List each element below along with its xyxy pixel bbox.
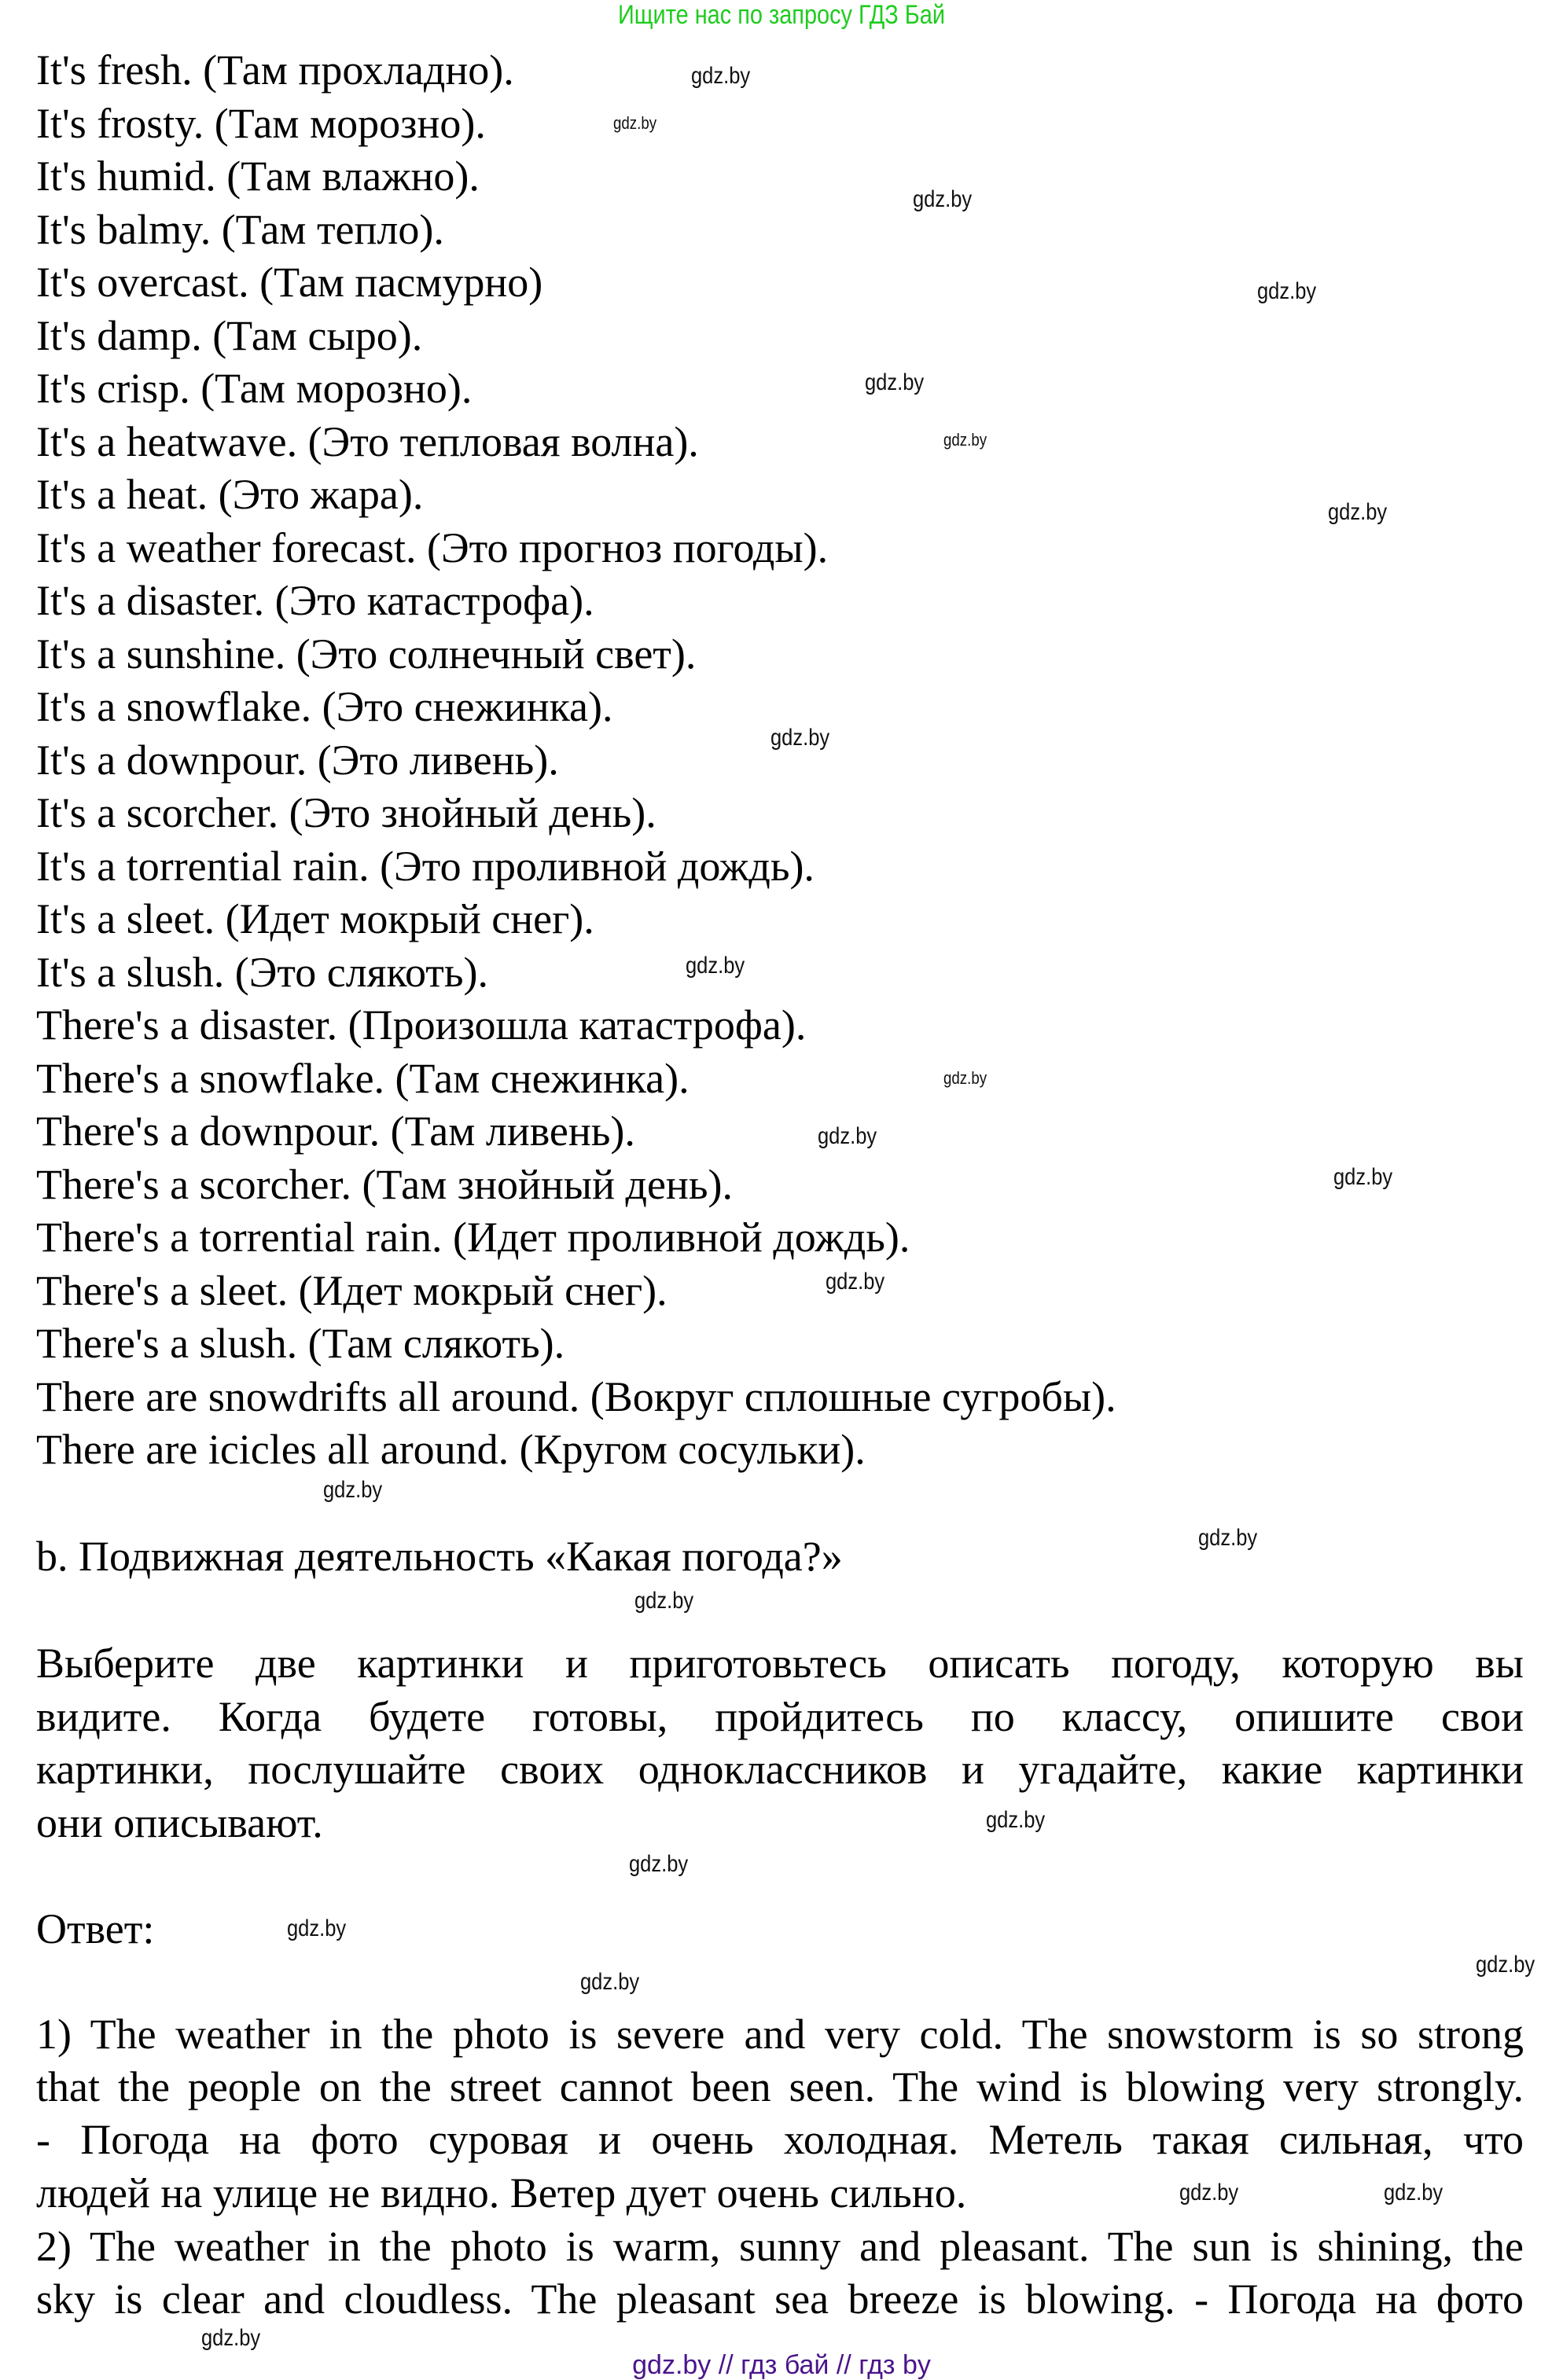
phrase-line: There's a scorcher. (Там знойный день). bbox=[36, 1160, 733, 1208]
watermark-text: gdz.by bbox=[1476, 1952, 1535, 1978]
answer-line: sky is clear and cloudless. The pleasant sea breeze is blowing. - Погода на фото bbox=[36, 2275, 1524, 2323]
watermark-text: gdz.by bbox=[913, 186, 973, 212]
phrase-line: There's a disaster. (Произошла катастрофа). bbox=[36, 1001, 807, 1049]
site-banner: Ищите нас по запросу ГДЗ Бай bbox=[618, 0, 945, 30]
phrase-line: There's a downpour. (Там ливень). bbox=[36, 1107, 635, 1155]
watermark-text: gdz.by bbox=[943, 1068, 987, 1088]
watermark-text: gdz.by bbox=[1179, 2180, 1239, 2206]
answer-line: 1) The weather in the photo is severe and very cold. The snowstorm is so strong bbox=[36, 2011, 1524, 2058]
phrase-line: It's a disaster. (Это катастрофа). bbox=[36, 577, 594, 624]
phrase-line: It's a weather forecast. (Это прогноз погоды). bbox=[36, 523, 829, 571]
task-line: они описывают. bbox=[36, 1798, 323, 1846]
phrase-line: It's a heatwave. (Это тепловая волна). bbox=[36, 417, 699, 465]
task-line: картинки, послушайте своих одноклассников и угадайте, какие картинки bbox=[36, 1746, 1524, 1793]
watermark-text: gdz.by bbox=[691, 63, 751, 89]
answer-label: Ответ: bbox=[36, 1905, 155, 1952]
answer-line: that the people on the street cannot been seen. The wind is blowing very strongly. bbox=[36, 2063, 1524, 2110]
watermark-text: gdz.by bbox=[323, 1477, 383, 1503]
watermark-text: gdz.by bbox=[613, 113, 657, 133]
watermark-text: gdz.by bbox=[634, 1588, 694, 1614]
watermark-text: gdz.by bbox=[629, 1851, 689, 1877]
task-line: Выберите две картинки и приготовьтесь описать погоду, которую вы bbox=[36, 1640, 1524, 1687]
phrase-line: It's humid. (Там влажно). bbox=[36, 152, 480, 200]
phrase-line: It's a scorcher. (Это знойный день). bbox=[36, 789, 656, 836]
watermark-text: gdz.by bbox=[770, 725, 830, 751]
footer-links[interactable]: gdz.by // гдз бай // гдз by bbox=[632, 2350, 931, 2380]
phrase-line: It's damp. (Там сыро). bbox=[36, 311, 423, 359]
watermark-text: gdz.by bbox=[818, 1123, 877, 1149]
phrase-line: There's a slush. (Там слякоть). bbox=[36, 1320, 565, 1367]
phrase-line: There's a torrential rain. (Идет проливной дождь). bbox=[36, 1214, 910, 1261]
phrase-line: There are snowdrifts all around. (Вокруг сплошные сугробы). bbox=[36, 1372, 1116, 1420]
answer-line: - Погода на фото суровая и очень холодная. Метель такая сильная, что bbox=[36, 2116, 1524, 2163]
watermark-text: gdz.by bbox=[1384, 2180, 1443, 2206]
phrase-line: There's a snowflake. (Там снежинка). bbox=[36, 1054, 690, 1102]
phrase-line: It's a downpour. (Это ливень). bbox=[36, 736, 559, 784]
watermark-text: gdz.by bbox=[826, 1269, 885, 1295]
phrase-line: There's a sleet. (Идет мокрый снег). bbox=[36, 1266, 667, 1314]
watermark-text: gdz.by bbox=[865, 369, 925, 395]
watermark-text: gdz.by bbox=[201, 2325, 261, 2351]
watermark-text: gdz.by bbox=[1328, 499, 1388, 525]
watermark-text: gdz.by bbox=[943, 430, 987, 450]
phrase-line: It's a sleet. (Идет мокрый снег). bbox=[36, 895, 594, 942]
answer-line: людей на улице не видно. Ветер дует очень сильно. bbox=[36, 2169, 967, 2217]
watermark-text: gdz.by bbox=[580, 1969, 640, 1995]
phrase-line: It's fresh. (Там прохладно). bbox=[36, 46, 514, 94]
phrase-line: It's balmy. (Там тепло). bbox=[36, 205, 444, 253]
phrase-line: It's a snowflake. (Это снежинка). bbox=[36, 683, 613, 730]
watermark-text: gdz.by bbox=[686, 953, 745, 979]
phrase-line: It's crisp. (Там морозно). bbox=[36, 365, 473, 412]
task-line: видите. Когда будете готовы, пройдитесь по классу, опишите свои bbox=[36, 1692, 1524, 1740]
phrase-line: There are icicles all around. (Кругом сосульки). bbox=[36, 1426, 866, 1473]
watermark-text: gdz.by bbox=[986, 1807, 1046, 1833]
section-b-heading: b. Подвижная деятельность «Какая погода?» bbox=[36, 1533, 843, 1580]
phrase-line: It's overcast. (Там пасмурно) bbox=[36, 259, 543, 306]
watermark-text: gdz.by bbox=[1198, 1525, 1258, 1551]
phrase-line: It's a slush. (Это слякоть). bbox=[36, 948, 488, 996]
phrase-line: It's frosty. (Там морозно). bbox=[36, 99, 486, 147]
watermark-text: gdz.by bbox=[1333, 1164, 1393, 1190]
phrase-line: It's a heat. (Это жара). bbox=[36, 471, 424, 518]
watermark-text: gdz.by bbox=[287, 1915, 347, 1941]
phrase-line: It's a torrential rain. (Это проливной дождь). bbox=[36, 842, 815, 890]
phrase-line: It's a sunshine. (Это солнечный свет). bbox=[36, 630, 697, 678]
answer-line: 2) The weather in the photo is warm, sunny and pleasant. The sun is shining, the bbox=[36, 2223, 1524, 2270]
watermark-text: gdz.by bbox=[1257, 278, 1317, 304]
